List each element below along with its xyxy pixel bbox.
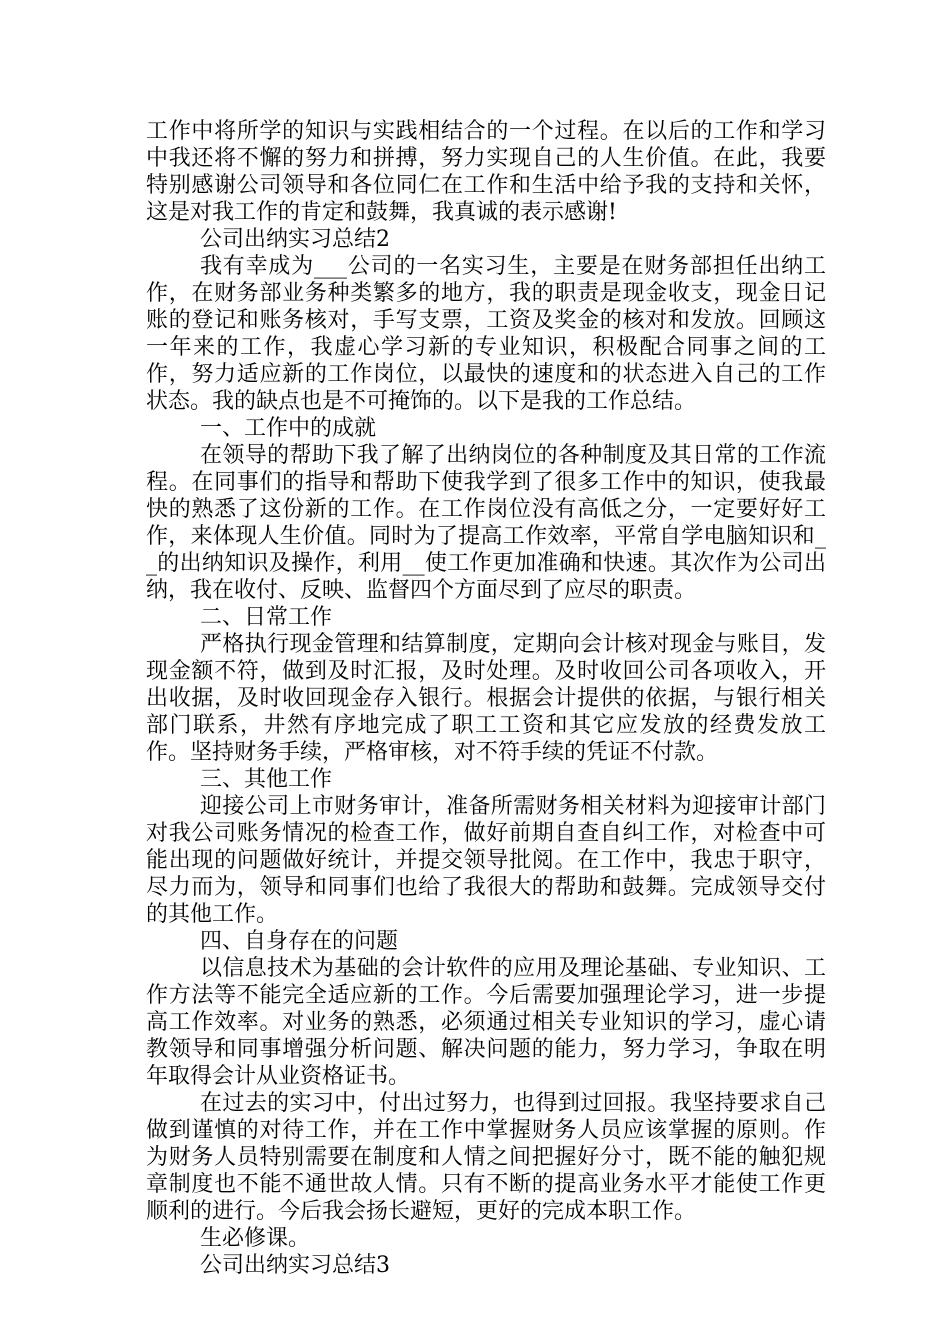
paragraph-fragment: 生必修课。 xyxy=(200,1226,311,1251)
section-title-summary-2: 公司出纳实习总结2 xyxy=(200,227,390,252)
heading-other-work: 三、其他工作 xyxy=(200,767,333,792)
paragraph-problems: 以信息技术为基础的会计软件的应用及理论基础、专业知识、工作方法等不能完全适应新的工作。今后需要加强理论学习，进一步提高工作效率。对业务的熟悉，必须通过相关专业知识的学习，虚心请教领导和同事增强分析问题、解决问题的能力，努力学习，争取在明年取得会计从业资格证书。 xyxy=(146,956,826,1089)
paragraph-achievements: 在领导的帮助下我了解了出纳岗位的各种制度及其日常的工作流程。在同事们的指导和帮助下使我学到了很多工作中的知识，使我最快的熟悉了这份新的工作。在工作岗位没有高低之分，一定要好好工作，来体现人生价值。同时为了提高工作效率，平常自学电脑知识和__的出纳知识及操作，利用__使工作更加准确和快速。其次作为公司出纳，我在收付、反映、监督四个方面尽到了应尽的职责。 xyxy=(146,443,826,603)
paragraph-other-work: 迎接公司上市财务审计，准备所需财务相关材料为迎接审计部门对我公司账务情况的检查工作，做好前期自查自纠工作，对检查中可能出现的问题做好统计，并提交领导批阅。在工作中，我忠于职守，尽力而为，领导和同事们也给了我很大的帮助和鼓舞。完成领导交付的其他工作。 xyxy=(146,794,826,927)
heading-achievements: 一、工作中的成就 xyxy=(200,416,377,441)
heading-daily-work: 二、日常工作 xyxy=(200,605,333,630)
paragraph-reflection: 在过去的实习中，付出过努力，也得到过回报。我坚持要求自己做到谨慎的对待工作，并在工作中掌握财务人员应该掌握的原则。作为财务人员特别需要在制度和人情之间把握好分寸，既不能的触犯规章制度也不能不通世故人情。只有不断的提高业务水平才能使工作更顺利的进行。今后我会扬长避短，更好的完成本职工作。 xyxy=(146,1091,826,1224)
heading-problems: 四、自身存在的问题 xyxy=(200,929,399,954)
paragraph-closing-thanks: 工作中将所学的知识与实践相结合的一个过程。在以后的工作和学习中我还将不懈的努力和拼搏，努力实现自己的人生价值。在此，我要特别感谢公司领导和各位同仁在工作和生活中给予我的支持和关怀，这是对我工作的肯定和鼓舞，我真诚的表示感谢! xyxy=(146,119,826,225)
section-title-summary-3: 公司出纳实习总结3 xyxy=(200,1253,390,1278)
document-body xyxy=(146,118,826,1279)
paragraph-intro: 我有幸成为___公司的一名实习生，主要是在财务部担任出纳工作，在财务部业务种类繁多的地方，我的职责是现金收支，现金日记账的登记和账务核对，手写支票，工资及奖金的核对和发放。回顾这一年来的工作，我虚心学习新的专业知识，积极配合同事之间的工作，努力适应新的工作岗位，以最快的速度和的状态进入自己的工作状态。我的缺点也是不可掩饰的。以下是我的工作总结。 xyxy=(146,254,826,414)
paragraph-daily-work: 严格执行现金管理和结算制度，定期向会计核对现金与账目，发现金额不符，做到及时汇报，及时处理。及时收回公司各项收入，开出收据，及时收回现金存入银行。根据会计提供的依据，与银行相关部门联系，井然有序地完成了职工工资和其它应发放的经费发放工作。坚持财务手续，严格审核，对不符手续的凭证不付款。 xyxy=(146,632,826,765)
